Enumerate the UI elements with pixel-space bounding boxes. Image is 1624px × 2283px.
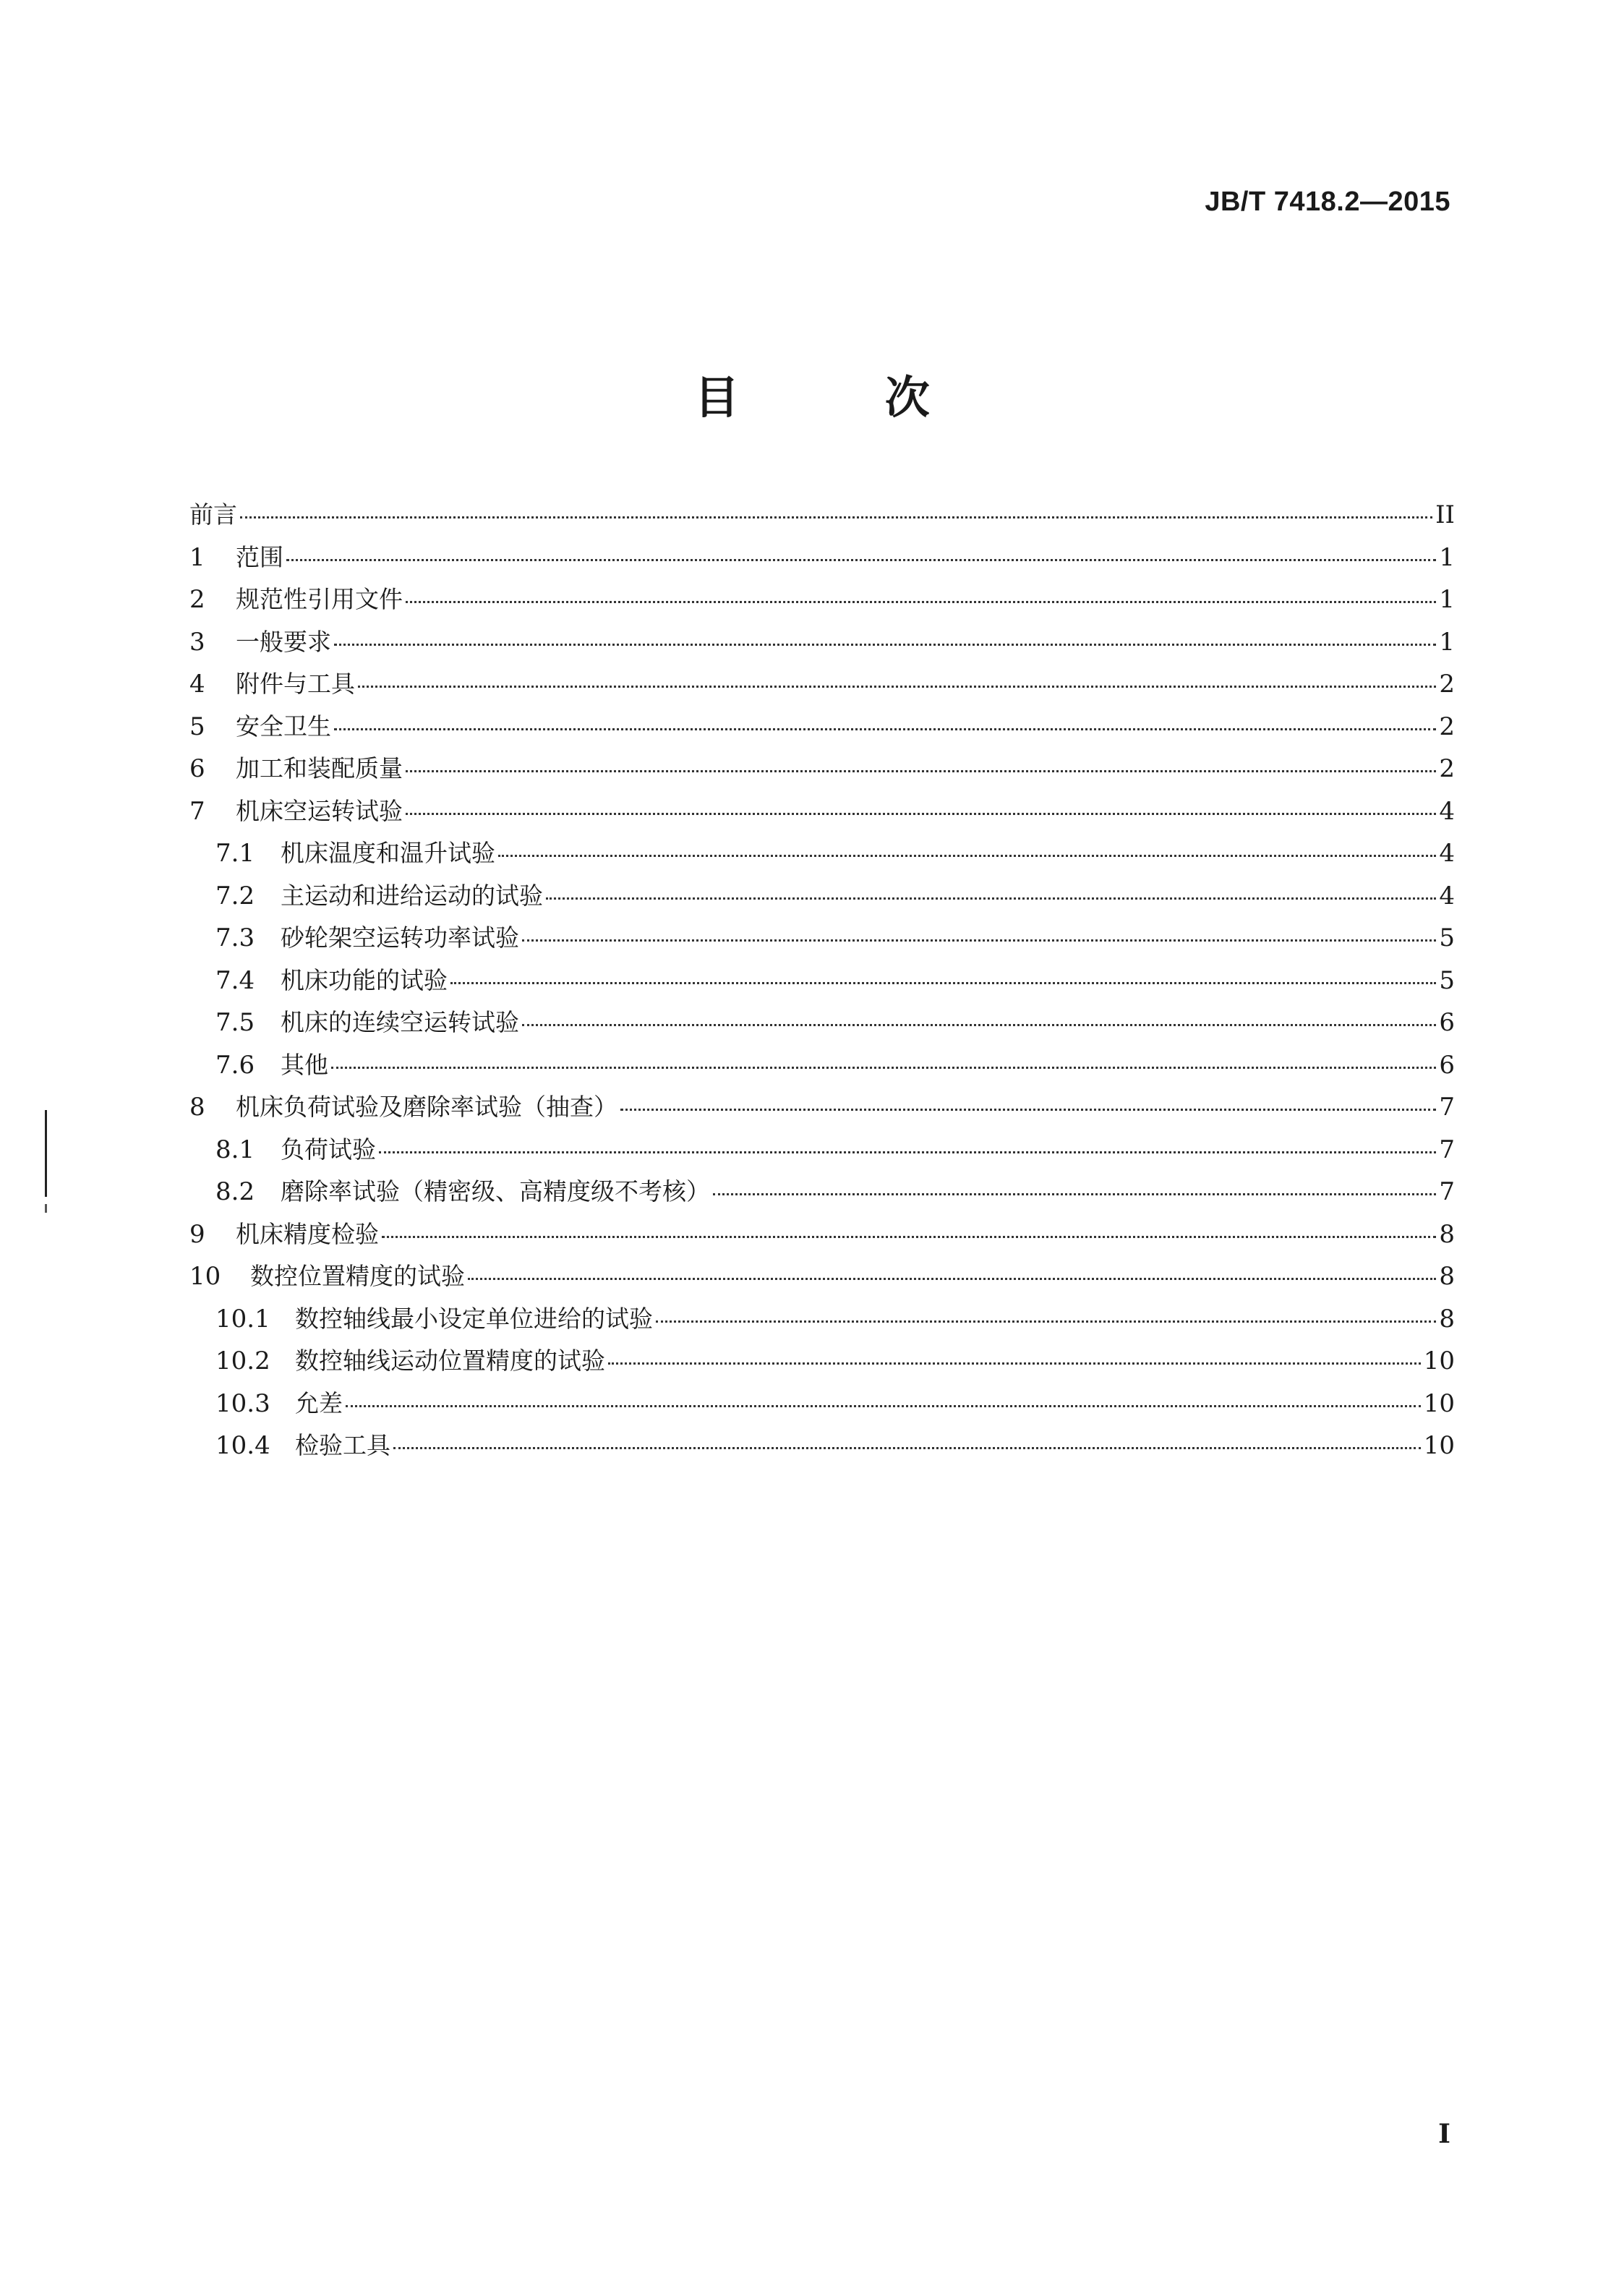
toc-entry[interactable]	[189, 708, 1455, 751]
toc-entry-number: 7.4	[215, 965, 255, 995]
toc-leader-dots	[240, 516, 1432, 519]
toc-entry-number: 7.2	[215, 881, 255, 910]
toc-entry-page: 6	[1439, 1008, 1455, 1037]
standard-code: JB/T 7418.2—2015	[1205, 187, 1450, 217]
toc-entry-number: 8	[189, 1093, 205, 1122]
toc-entry-number: 7.3	[215, 923, 255, 952]
toc-entry[interactable]	[189, 1046, 1455, 1089]
toc-entry[interactable]	[189, 1088, 1455, 1131]
toc-entry-number: 10.3	[215, 1388, 270, 1418]
toc-entry-number: 10.2	[215, 1347, 270, 1375]
toc-entry-page: 8	[1439, 1219, 1455, 1249]
toc-leader-dots	[468, 1278, 1436, 1280]
toc-entry[interactable]	[189, 1385, 1455, 1428]
toc-entry-title: 前言	[189, 500, 237, 529]
toc-entry-title: 机床精度检验	[236, 1219, 379, 1248]
toc-entry-number: 7.5	[215, 1008, 255, 1037]
toc-entry-page: 4	[1439, 881, 1455, 910]
toc-entry[interactable]	[189, 581, 1455, 623]
toc-entry-number: 10.1	[215, 1304, 270, 1333]
toc-entry-title: 主运动和进给运动的试验	[281, 881, 543, 910]
toc-entry-number: 1	[189, 542, 205, 572]
table-of-contents	[189, 496, 1455, 1469]
toc-entry-title: 机床的连续空运转试验	[281, 1008, 519, 1036]
toc-leader-dots	[346, 1405, 1421, 1407]
toc-entry-number: 10	[189, 1262, 221, 1291]
toc-entry[interactable]	[189, 1173, 1455, 1216]
toc-entry-number: 7.1	[215, 839, 255, 868]
toc-leader-dots	[334, 728, 1436, 730]
toc-leader-dots	[286, 559, 1436, 561]
toc-entry[interactable]	[189, 1427, 1455, 1469]
toc-entry-page: 7	[1439, 1093, 1455, 1122]
toc-entry-page: 8	[1439, 1304, 1455, 1333]
toc-entry-number: 4	[189, 670, 205, 699]
toc-leader-dots	[546, 897, 1436, 900]
toc-leader-dots	[393, 1447, 1421, 1449]
toc-entry[interactable]	[189, 1216, 1455, 1258]
toc-leader-dots	[450, 982, 1436, 984]
toc-leader-dots	[334, 644, 1436, 646]
toc-entry-page: II	[1435, 500, 1455, 529]
toc-entry-page: 8	[1439, 1262, 1455, 1291]
toc-entry-title: 允差	[295, 1388, 343, 1417]
toc-entry-title: 机床负荷试验及磨除率试验（抽查）	[236, 1093, 617, 1121]
toc-entry-number: 7	[189, 796, 205, 826]
toc-entry-page: 5	[1439, 923, 1455, 952]
toc-entry[interactable]	[189, 877, 1455, 920]
toc-leader-dots	[358, 686, 1436, 688]
toc-leader-dots	[406, 813, 1436, 815]
toc-leader-dots	[656, 1320, 1436, 1323]
toc-leader-dots	[382, 1236, 1436, 1238]
toc-leader-dots	[406, 770, 1436, 772]
toc-entry[interactable]	[189, 496, 1455, 539]
scan-artifact-line	[45, 1110, 47, 1197]
toc-entry-title: 磨除率试验（精密级、高精度级不考核）	[281, 1177, 710, 1205]
toc-entry-number: 3	[189, 627, 205, 657]
toc-entry[interactable]	[189, 1300, 1455, 1343]
toc-entry-title: 其他	[281, 1050, 328, 1079]
toc-entry[interactable]	[189, 1258, 1455, 1300]
toc-entry[interactable]	[189, 1004, 1455, 1046]
toc-entry[interactable]	[189, 919, 1455, 962]
toc-entry-number: 8.1	[215, 1135, 255, 1164]
toc-entry-title: 附件与工具	[236, 670, 355, 698]
toc-entry-page: 4	[1439, 796, 1455, 826]
toc-entry-page: 7	[1439, 1177, 1455, 1206]
toc-entry-title: 数控位置精度的试验	[250, 1262, 465, 1290]
toc-entry-number: 10.4	[215, 1431, 270, 1460]
toc-entry-title: 负荷试验	[281, 1135, 376, 1164]
toc-entry-title: 机床功能的试验	[281, 965, 448, 994]
toc-entry-page: 6	[1439, 1050, 1455, 1080]
toc-entry[interactable]	[189, 1342, 1455, 1385]
toc-entry-title: 安全卫生	[236, 712, 331, 741]
toc-entry-title: 一般要求	[236, 627, 331, 656]
toc-entry-page: 2	[1439, 754, 1455, 783]
toc-entry-number: 7.6	[215, 1050, 255, 1080]
toc-entry-page: 4	[1439, 839, 1455, 868]
toc-leader-dots	[522, 939, 1436, 942]
toc-entry-number: 8.2	[215, 1177, 255, 1206]
toc-leader-dots	[498, 855, 1436, 857]
toc-entry-page: 7	[1439, 1135, 1455, 1164]
toc-entry-title: 范围	[236, 542, 283, 571]
toc-entry[interactable]	[189, 793, 1455, 835]
toc-entry-title: 数控轴线最小设定单位进给的试验	[295, 1304, 653, 1333]
toc-leader-dots	[608, 1362, 1421, 1365]
toc-entry-title: 砂轮架空运转功率试验	[281, 923, 519, 952]
toc-entry-number: 6	[189, 754, 205, 783]
toc-leader-dots	[379, 1151, 1436, 1153]
toc-entry-page: 10	[1423, 1431, 1455, 1460]
toc-leader-dots	[331, 1067, 1436, 1069]
toc-entry[interactable]	[189, 962, 1455, 1004]
toc-entry-title: 检验工具	[295, 1431, 390, 1459]
toc-entry[interactable]	[189, 835, 1455, 877]
toc-leader-dots	[713, 1193, 1436, 1195]
toc-entry-page: 10	[1423, 1388, 1455, 1418]
toc-entry-title: 数控轴线运动位置精度的试验	[295, 1347, 605, 1375]
toc-leader-dots	[406, 601, 1436, 603]
toc-entry-title: 加工和装配质量	[236, 754, 403, 782]
toc-leader-dots	[620, 1109, 1436, 1111]
toc-entry-page: 1	[1439, 585, 1455, 614]
toc-entry[interactable]	[189, 665, 1455, 708]
toc-entry[interactable]	[189, 1131, 1455, 1174]
page-title: 目 次	[694, 371, 995, 424]
toc-entry-page: 2	[1439, 670, 1455, 699]
toc-entry[interactable]	[189, 623, 1455, 666]
page-number: I	[1438, 2119, 1450, 2149]
toc-entry-number: 9	[189, 1219, 205, 1249]
toc-entry[interactable]	[189, 539, 1455, 581]
toc-entry-page: 1	[1439, 627, 1455, 657]
toc-entry-title: 机床温度和温升试验	[281, 839, 495, 867]
toc-entry-page: 10	[1423, 1347, 1455, 1375]
toc-entry[interactable]	[189, 750, 1455, 793]
scan-artifact-dot	[45, 1204, 47, 1213]
toc-entry-page: 1	[1439, 542, 1455, 572]
toc-entry-page: 5	[1439, 965, 1455, 995]
toc-entry-page: 2	[1439, 712, 1455, 741]
toc-entry-title: 规范性引用文件	[236, 585, 403, 613]
toc-entry-number: 5	[189, 712, 205, 741]
toc-leader-dots	[522, 1024, 1436, 1026]
toc-entry-title: 机床空运转试验	[236, 796, 403, 825]
toc-entry-number: 2	[189, 585, 205, 614]
